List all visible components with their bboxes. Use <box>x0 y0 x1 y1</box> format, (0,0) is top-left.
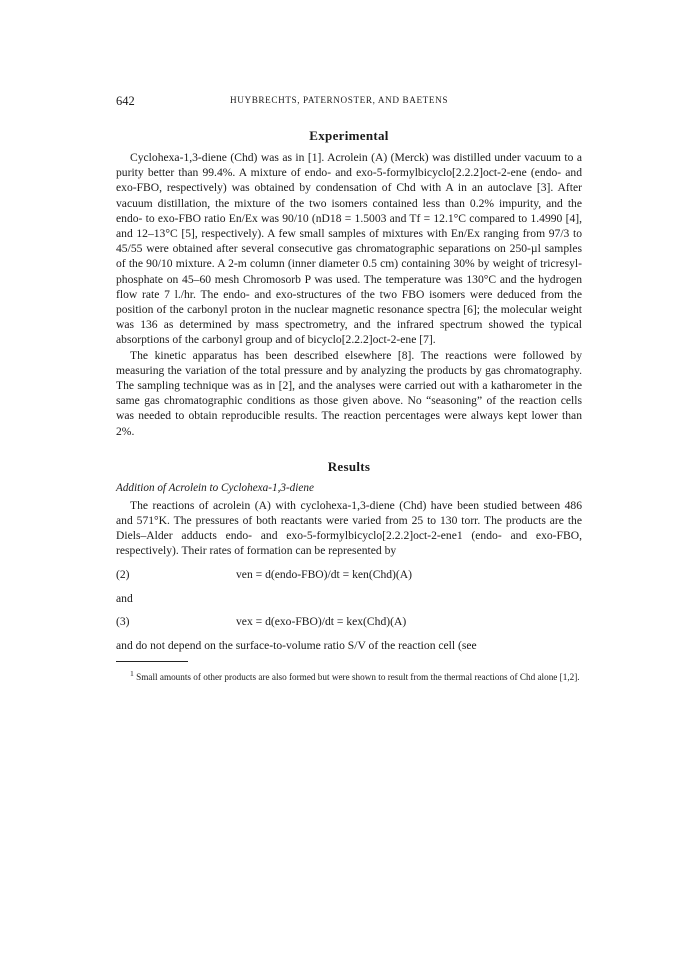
results-heading: Results <box>327 458 371 474</box>
equation-2-number: (2) <box>116 567 130 581</box>
results-subheading: Addition of Acrolein to Cyclohexa-1,3-diene <box>116 481 314 494</box>
experimental-paragraph-1: Cyclohexa-1,3-diene (Chd) was as in [1]. Acrolein (A) (Merck) was distilled under vacuum to a purity better than 99.4%. A mixture of endo- and exo-5-formylbicyclo[2.2.2]oct-2-ene (endo- and exo-FBO, respectively) was obtained by condensation of Chd with A in an autoclave [3]. After vacuum distillation, the mixture of the two isomers contained less than 0.2% impurity, and the endo- to exo-FBO ratio En/Ex was 90/10 (nD18 = 1.5003 and Tf = 12.1°C compared to 1.4990 [4], and 12–13°C [5], respectively). A few small samples of mixtures with En/Ex ranging from 97/3 to 45/55 were obtained after several consecutive gas chromatographic separations on 250-µl samples of the 90/10 mixture. A 2-m column (inner diameter 0.5 cm) containing 30% by weight of tricresyl-phosphate on 45–60 mesh Chromosorb P was used. The temperature was 130°C and the hydrogen flow rate 7 l./hr. The endo- and exo-structures of the two FBO isomers were deduced from the position of the carbonyl proton in the nuclear magnetic resonance spectra [6]; the molecular weight was 136 as determined by mass spectrometry, and the infrared spectrum showed the typical absorptions of the carbonyl group and of bicyclo[2.2.2]oct-2-ene [7]. <box>116 151 582 347</box>
results-paragraph-1: The reactions of acrolein (A) with cyclohexa-1,3-diene (Chd) have been studied between 486 and 571°K. The pressures of both reactants were varied from 25 to 130 torr. The products are the Diels–Alder adducts endo- and exo-5-formylbicyclo[2.2.2]oct-2-ene1 (endo- and exo-FBO, respectively). Their rates of formation can be represented by <box>116 498 582 558</box>
experimental-heading: Experimental <box>309 128 389 143</box>
equation-3-body: vex = d(exo-FBO)/dt = kex(Chd)(A) <box>236 614 407 628</box>
footnote-rule <box>116 661 188 662</box>
conjunction-and: and <box>116 591 133 605</box>
page-header <box>116 94 582 114</box>
page <box>116 94 582 683</box>
footnote-text: Small amounts of other products are also formed but were shown to result from the thermal reactions of Chd alone [1,2]. <box>136 672 580 683</box>
page-number: 642 <box>116 94 135 108</box>
running-title: HUYBRECHTS, PATERNOSTER, AND BAETENS <box>230 95 449 105</box>
equation-3 <box>116 614 582 630</box>
equation-3-number: (3) <box>116 614 130 628</box>
results-paragraph-2: and do not depend on the surface-to-volume ratio S/V of the reaction cell (see <box>116 638 477 652</box>
footnote <box>116 668 582 683</box>
footnote-marker: 1 <box>130 669 134 679</box>
equation-2 <box>116 567 582 583</box>
equation-2-body: ven = d(endo-FBO)/dt = ken(Chd)(A) <box>236 567 413 581</box>
experimental-paragraph-2: The kinetic apparatus has been described elsewhere [8]. The reactions were followed by measuring the variation of the total pressure and by analyzing the products by gas chromatography. The sampling technique was as in [2], and the analyses were carried out with a katharometer in the same gas chromatographic conditions as those given above. No “seasoning” of the reaction cells was needed to obtain reproducible results. The reaction percentages were always kept lower than 2%. <box>116 348 582 438</box>
